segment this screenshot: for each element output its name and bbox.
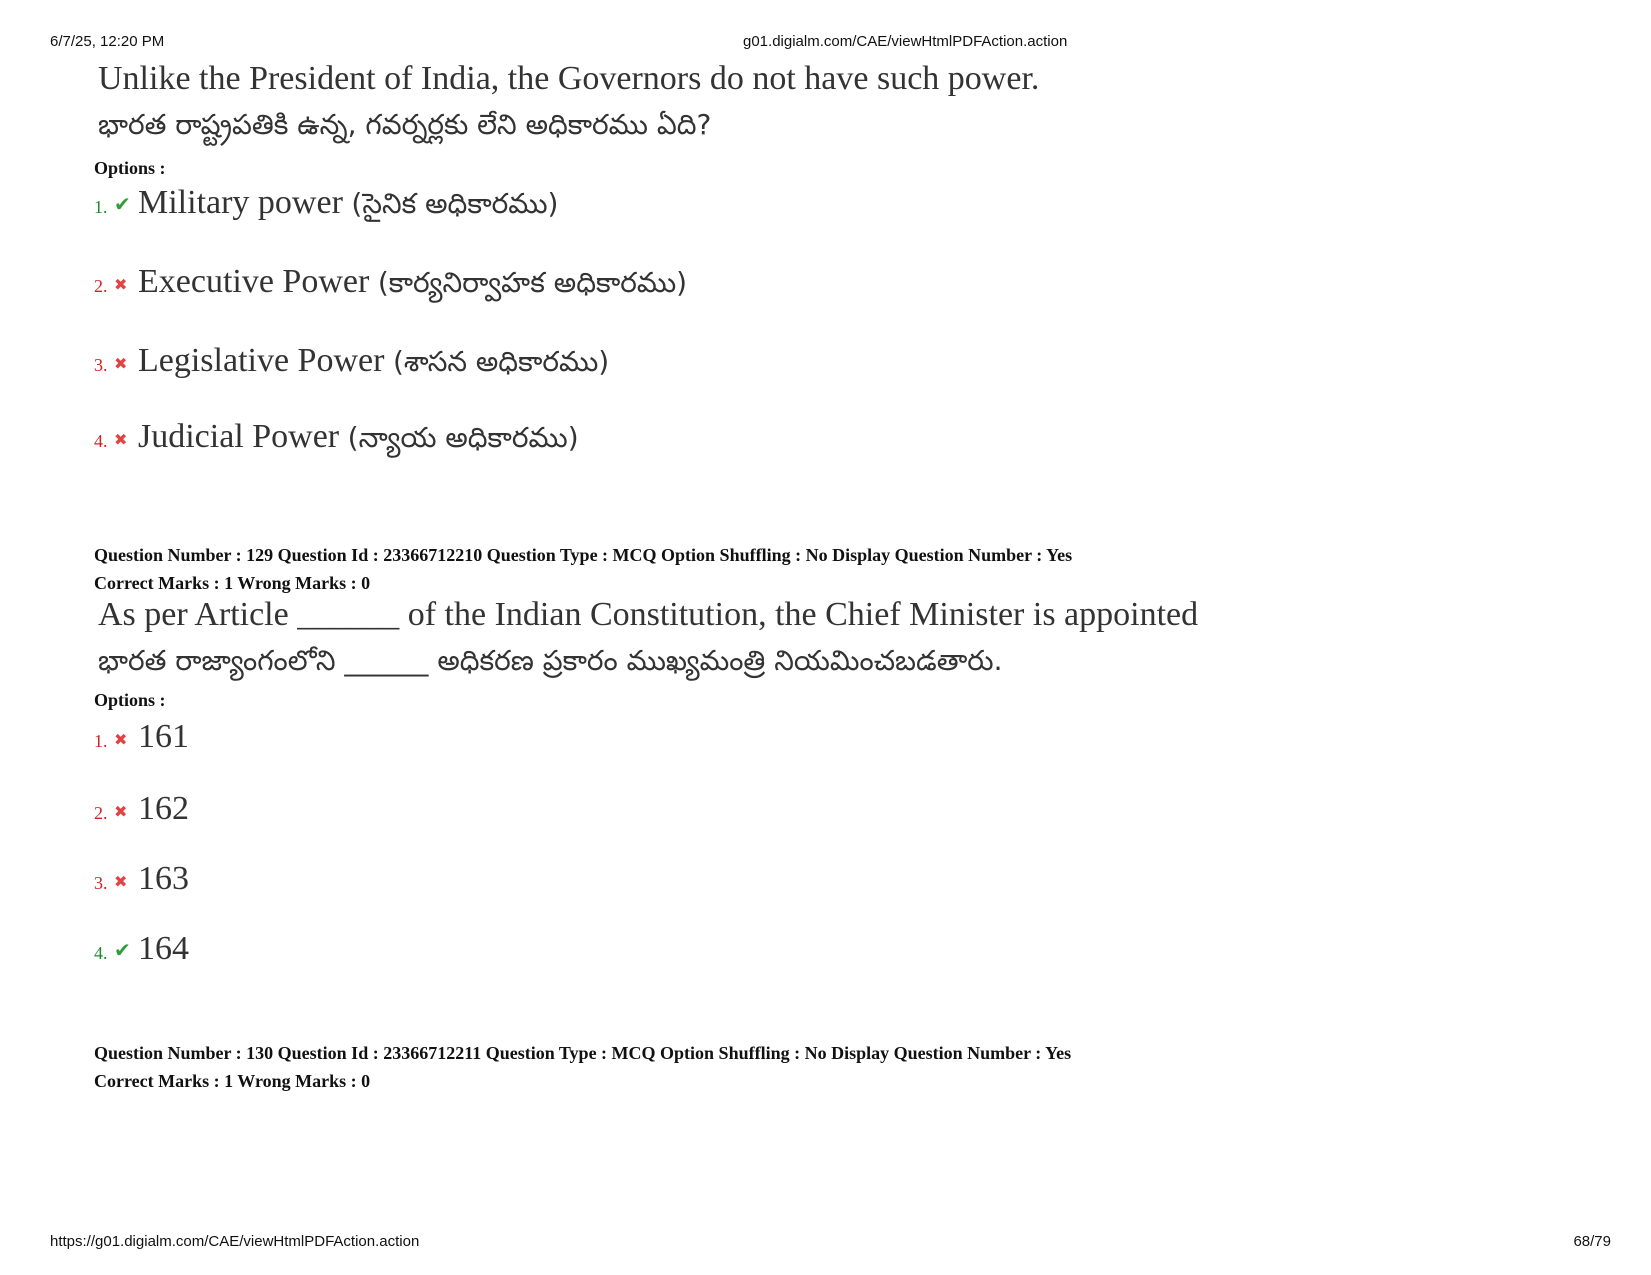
page-url-footer: https://g01.digialm.com/CAE/viewHtmlPDFAction.action bbox=[50, 1233, 420, 1250]
option-text: 162 bbox=[138, 790, 189, 827]
option-text: 163 bbox=[138, 860, 189, 897]
question-marks: Correct Marks : 1 Wrong Marks : 0 bbox=[94, 1071, 371, 1091]
option-text-te: (కార్యనిర్వాహక అధికారము) bbox=[377, 266, 688, 299]
option-2 bbox=[94, 790, 189, 828]
cross-icon: ✖ bbox=[114, 356, 128, 373]
option-number: 2. bbox=[94, 803, 108, 823]
options-label: Options : bbox=[94, 158, 166, 178]
option-text-en: Military power bbox=[138, 184, 352, 221]
question-text-en: As per Article ______ of the Indian Constitution, the Chief Minister is appointed bbox=[98, 596, 1199, 633]
option-4 bbox=[94, 418, 579, 461]
option-number: 2. bbox=[94, 276, 108, 296]
option-text bbox=[138, 184, 558, 221]
option-text-te: (సైనిక అధికారము) bbox=[351, 187, 559, 220]
option-text bbox=[138, 342, 609, 379]
option-1 bbox=[94, 718, 189, 756]
option-text bbox=[138, 418, 579, 455]
cross-icon: ✖ bbox=[114, 432, 128, 449]
option-number: 4. bbox=[94, 431, 108, 451]
cross-icon: ✖ bbox=[114, 732, 128, 749]
question-text-en: Unlike the President of India, the Governors do not have such power. bbox=[98, 60, 1040, 97]
check-icon: ✔ bbox=[114, 194, 131, 216]
question-marks: Correct Marks : 1 Wrong Marks : 0 bbox=[94, 573, 371, 593]
option-text-en: Legislative Power bbox=[138, 342, 393, 379]
cross-icon: ✖ bbox=[114, 874, 128, 891]
options-label: Options : bbox=[94, 690, 166, 710]
cross-icon: ✖ bbox=[114, 277, 128, 294]
question-meta: Question Number : 129 Question Id : 23366712210 Question Type : MCQ Option Shuffling : No Display Question Number : Yes bbox=[94, 545, 1073, 565]
option-text-te: (శాసన అధికారము) bbox=[392, 345, 610, 378]
option-text-te: (న్యాయ అధికారము) bbox=[347, 421, 579, 454]
check-icon: ✔ bbox=[114, 940, 131, 962]
option-number: 3. bbox=[94, 873, 108, 893]
print-datetime: 6/7/25, 12:20 PM bbox=[50, 33, 165, 50]
option-number: 1. bbox=[94, 731, 108, 751]
option-text-en: Executive Power bbox=[138, 263, 378, 300]
page-number: 68/79 bbox=[1573, 1233, 1611, 1250]
option-text: 161 bbox=[138, 718, 189, 755]
page-url-top: g01.digialm.com/CAE/viewHtmlPDFAction.action bbox=[743, 33, 1068, 50]
option-text-en: Judicial Power bbox=[138, 418, 348, 455]
option-2 bbox=[94, 263, 687, 306]
question-meta: Question Number : 130 Question Id : 23366712211 Question Type : MCQ Option Shuffling : No Display Question Number : Yes bbox=[94, 1043, 1072, 1063]
option-3 bbox=[94, 342, 609, 385]
option-number: 4. bbox=[94, 943, 108, 963]
option-4 bbox=[94, 930, 189, 968]
cross-icon: ✖ bbox=[114, 804, 128, 821]
question-text-te: భారత రాజ్యాంగంలోని ______ అధికరణ ప్రకారం ముఖ్యమంత్రి నియమించబడతారు. bbox=[98, 644, 1003, 677]
option-number: 1. bbox=[94, 197, 108, 217]
option-text bbox=[138, 263, 687, 300]
option-1 bbox=[94, 184, 558, 227]
question-text-te: భారత రాష్ట్రపతికి ఉన్న, గవర్నర్లకు లేని అధికారము ఏది? bbox=[98, 108, 712, 141]
option-3 bbox=[94, 860, 189, 898]
option-number: 3. bbox=[94, 355, 108, 375]
option-text: 164 bbox=[138, 930, 189, 967]
